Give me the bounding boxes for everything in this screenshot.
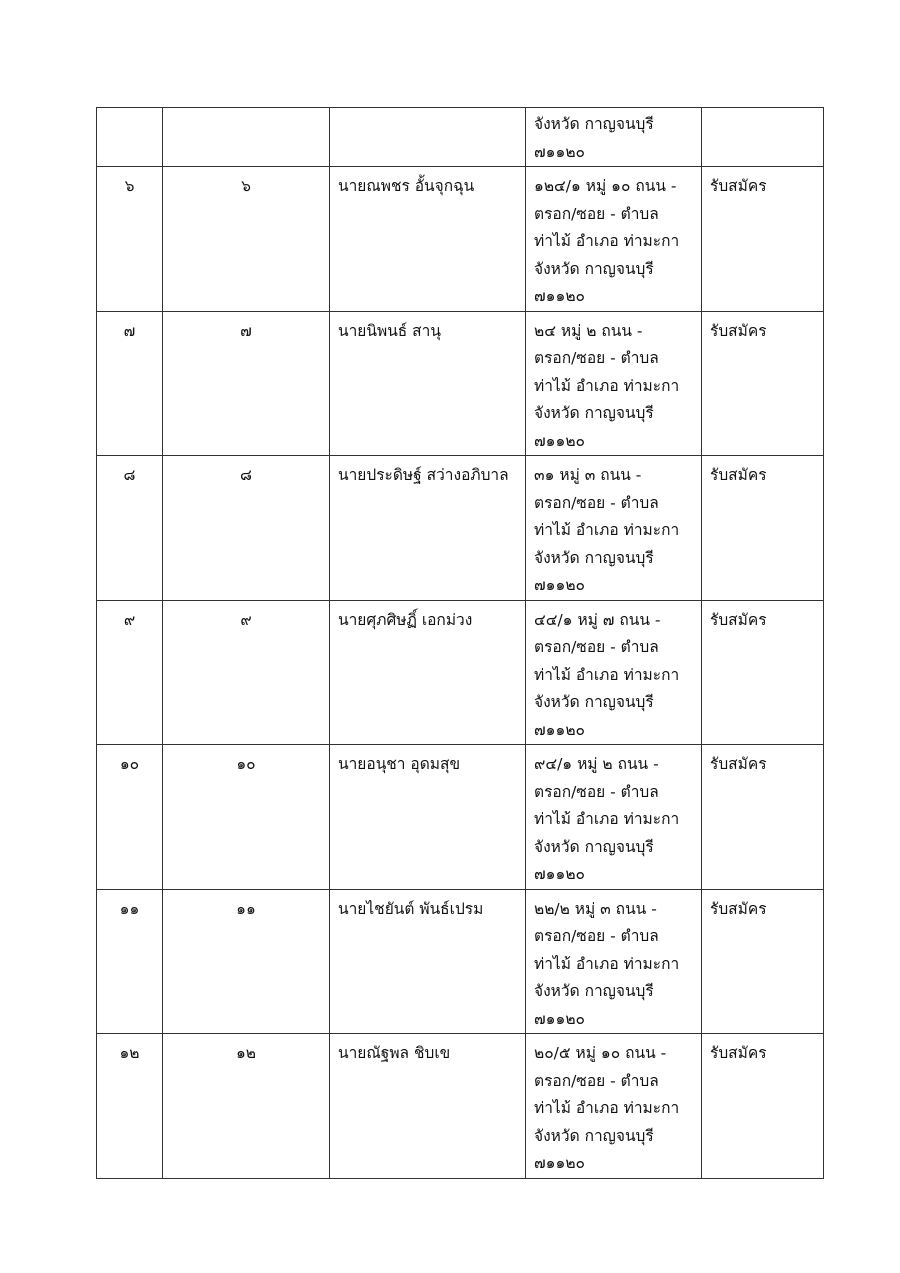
address-line: จังหวัด กาญจนบุรี [534,982,654,1000]
address-line: จังหวัด กาญจนบุรี [534,259,654,278]
status-cell [702,108,824,167]
address-line: ตรอก/ซอย - ตำบล [534,1071,659,1090]
row-number-cell: ๑๒ [97,1034,163,1179]
row-number-cell [97,108,163,167]
address-line: ๗๑๑๒๐ [534,142,586,161]
table-row [97,600,824,745]
address-line: จังหวัด กาญจนบุรี [534,1126,654,1145]
address-line: ท่าไม้ อำเภอ ท่ามะกา [534,665,680,684]
row-number-cell: ๘ [97,456,163,601]
candidate-number-cell [163,108,330,167]
address-line: ตรอก/ซอย - ตำบล [534,204,659,223]
address-line: ตรอก/ซอย - ตำบล [534,638,659,656]
candidate-number-cell: ๙ [163,600,330,745]
candidate-number-cell: ๑๒ [163,1034,330,1179]
address-cell [526,167,702,312]
name-cell [330,108,526,167]
status-cell: รับสมัคร [702,1034,824,1179]
address-line: ๒๐/๕ หมู่ ๑๐ ถนน - [534,1044,667,1062]
candidate-number-cell: ๘ [163,456,330,601]
table-row [97,167,824,312]
address-cell [526,108,702,167]
address-line: ๑๒๔/๑ หมู่ ๑๐ ถนน - [534,177,677,195]
address-cell [526,600,702,745]
address-line: ๗๑๑๒๐ [534,720,586,739]
address-line: ท่าไม้ อำเภอ ท่ามะกา [534,521,680,539]
table-row [97,745,824,890]
address-line: ท่าไม้ อำเภอ ท่ามะกา [534,810,680,828]
name-cell: นายไชยันต์ พันธ์เปรม [330,889,526,1034]
name-cell: นายนิพนธ์ สานุ [330,311,526,456]
table-row [97,1034,824,1179]
candidate-number-cell: ๑๐ [163,745,330,890]
status-cell: รับสมัคร [702,167,824,312]
address-line: ๔๔/๑ หมู่ ๗ ถนน - [534,610,661,629]
address-line: ตรอก/ซอย - ตำบล [534,927,659,945]
row-number-cell: ๖ [97,167,163,312]
table-row [97,108,824,167]
table-row [97,456,824,601]
address-cell [526,456,702,601]
address-cell [526,745,702,890]
address-line: จังหวัด กาญจนบุรี [534,837,654,856]
name-cell: นายอนุชา อุดมสุข [330,745,526,890]
address-line: ๓๑ หมู่ ๓ ถนน - [534,466,642,484]
address-line: จังหวัด กาญจนบุรี [534,548,654,567]
address-line: ๗๑๑๒๐ [534,1009,586,1028]
name-cell: นายณัฐพล ชิบเข [330,1034,526,1179]
row-number-cell: ๑๑ [97,889,163,1034]
row-number-cell: ๗ [97,311,163,456]
status-cell: รับสมัคร [702,456,824,601]
address-line: ๙๔/๑ หมู่ ๒ ถนน - [534,755,659,773]
address-cell [526,311,702,456]
address-line: ๗๑๑๒๐ [534,287,586,305]
address-line: ตรอก/ซอย - ตำบล [534,349,659,367]
address-cell [526,889,702,1034]
address-line: ๗๑๑๒๐ [534,865,586,883]
candidate-number-cell: ๑๑ [163,889,330,1034]
name-cell: นายณพชร อั้นจุกฉุน [330,167,526,312]
address-line: ตรอก/ซอย - ตำบล [534,493,659,512]
table-row [97,311,824,456]
address-line: ๗๑๑๒๐ [534,1154,586,1172]
status-cell: รับสมัคร [702,311,824,456]
address-line: จังหวัด กาญจนบุรี [534,115,654,133]
candidate-number-cell: ๖ [163,167,330,312]
address-line: ๗๑๑๒๐ [534,431,586,450]
row-number-cell: ๙ [97,600,163,745]
address-line: จังหวัด กาญจนบุรี [534,404,654,422]
address-line: ๗๑๑๒๐ [534,576,586,594]
address-line: จังหวัด กาญจนบุรี [534,693,654,711]
table-row [97,889,824,1034]
address-line: ท่าไม้ อำเภอ ท่ามะกา [534,1099,680,1117]
name-cell: นายประดิษฐ์ สว่างอภิบาล [330,456,526,601]
address-line: ท่าไม้ อำเภอ ท่ามะกา [534,376,680,395]
name-cell: นายศุภศิษฏิ์ เอกม่วง [330,600,526,745]
address-cell [526,1034,702,1179]
address-line: ท่าไม้ อำเภอ ท่ามะกา [534,954,680,973]
address-line: ท่าไม้ อำเภอ ท่ามะกา [534,232,680,250]
status-cell: รับสมัคร [702,745,824,890]
candidate-number-cell: ๗ [163,311,330,456]
status-cell: รับสมัคร [702,889,824,1034]
row-number-cell: ๑๐ [97,745,163,890]
address-line: ๒๒/๒ หมู่ ๓ ถนน - [534,899,657,918]
address-line: ตรอก/ซอย - ตำบล [534,782,659,801]
status-cell: รับสมัคร [702,600,824,745]
address-line: ๒๔ หมู่ ๒ ถนน - [534,321,643,340]
candidate-table [96,107,824,1179]
